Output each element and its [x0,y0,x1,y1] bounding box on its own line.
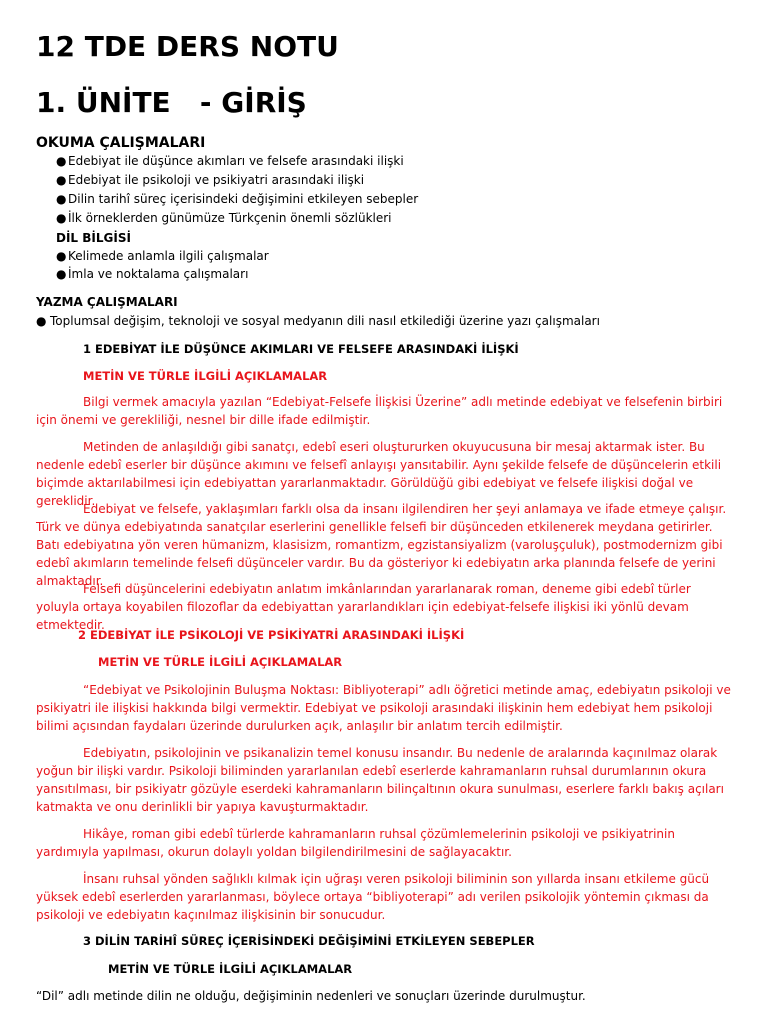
paragraph: Edebiyat ve felsefe, yaklaşımları farklı olsa da insanı ilgilendiren her şeyi anlamaya ve ifade etmeye çalışır. Türk ve dünya edebiyatında sanatçılar eserlerini genellikle felsefi bir düşünceden etkilenerek meydana getirirler. Batı edebiyatına yön veren hümanizm, klasisizm, romantizm, egzistansiyalizm (varoluşçuluk), postmodernizm gibi edebî akımların temelinde felsefi düşünceler vardır. Bu da gösteriyor ki edebiyatın arka planında felsefe de yerini almaktadır. [36,502,727,588]
paragraph: Metinden de anlaşıldığı gibi sanatçı, edebî eseri oluştururken okuyucusuna bir mesaj aktarmak ister. Bu nedenle edebî eserler bir düşünce akımını ve felsefî anlayışı yansıtabilir. Aynı şekilde felsefe de düşüncelerin etkili biçimde aktarılabilmesi için edebiyattan yararlanmaktadır. Görüldüğü gibi edebiyat ve felsefe ilişkisi doğal ve gereklidir. [36,440,722,508]
section-title: 3 DİLİN TARİHÎ SÜREÇ İÇERİSİNDEKİ DEĞİŞİMİNİ ETKİLEYEN SEBEPLER [83,934,535,948]
bullet-icon: ● [56,192,67,206]
paragraph: Hikâye, roman gibi edebî türlerde kahramanların ruhsal çözümlemelerinin psikoloji ve psikiyatrinin yardımıyla yapılması, okurun dolaylı yoldan bilgilendirilmesini de sağlayacaktır. [36,827,675,859]
bullet-icon: ● [56,211,67,225]
yazma-heading: YAZMA ÇALIŞMALARI [36,295,178,309]
bullet-icon: ● [56,154,67,168]
list-item: ● Edebiyat ile düşünce akımları ve felsefe arasındaki ilişki [56,154,404,168]
bullet-icon: ● [56,173,67,187]
paragraph: İnsanı ruhsal yönden sağlıklı kılmak için uğraşı veren psikoloji biliminin son yıllarda insanı etkileme gücü yüksek edebî eserlerden yararlanması, böylece ortaya “bibliyoterapi” adı verilen psikolojik yöntemin çıkması da psikoloji ve edebiyatın kaçınılmaz ilişkisinin bir sonucudur. [36,872,710,922]
list-item: ● İmla ve noktalama çalışmaları [56,267,249,281]
list-item: ● İlk örneklerden günümüze Türkçenin önemli sözlükleri [56,211,392,225]
paragraph: Felsefi düşüncelerini edebiyatın anlatım imkânlarından yararlanarak roman, deneme gibi edebî türler yoluyla ortaya koyabilen filozoflar da edebiyattan yararlandıkları için edebiyat-felsefe ilişkisi iki yönlü devam etmektedir. [36,582,691,632]
bullet-icon: ● [36,314,47,328]
paragraph: Edebiyatın, psikolojinin ve psikanalizin temel konusu insandır. Bu nedenle de aralarında kaçınılmaz olarak yoğun bir ilişki vardır. Psikoloji biliminden yararlanılan edebî eserlerde kahramanların ruhsal durumlarının okura yansıtılması, bir psikiyatr gözüyle eserdeki kahramanların bilinçaltının okura sunulması, eserlere farklı bakış açıları katmakta ve onu derinlikli bir yapıya kavuşturmaktadır. [36,746,724,814]
section-title: 1 EDEBİYAT İLE DÜŞÜNCE AKIMLARI VE FELSEFE ARASINDAKİ İLİŞKİ [83,342,519,356]
bullet-icon: ● [56,249,67,263]
okuma-heading: OKUMA ÇALIŞMALARI [36,135,206,151]
list-item: ● Edebiyat ile psikoloji ve psikiyatri arasındaki ilişki [56,173,365,187]
section-subtitle: METİN VE TÜRLE İLGİLİ AÇIKLAMALAR [98,655,343,669]
list-item: ● Kelimede anlamla ilgili çalışmalar [56,249,269,263]
unit-title: 1. ÜNİTE - GİRİŞ [36,86,307,119]
section-title: 2 EDEBİYAT İLE PSİKOLOJİ VE PSİKİYATRİ ARASINDAKİ İLİŞKİ [78,628,465,642]
list-item: ● Toplumsal değişim, teknoloji ve sosyal medyanın dili nasıl etkilediği üzerine yazı çalışmaları [36,314,600,328]
dil-bilgisi-heading: DİL BİLGİSİ [56,231,131,245]
paragraph: “Dil” adlı metinde dilin ne olduğu, değişiminin nedenleri ve sonuçları üzerinde durulmuştur. [36,989,586,1003]
bullet-icon: ● [56,267,67,281]
paragraph: “Edebiyat ve Psikolojinin Buluşma Noktası: Bibliyoterapi” adlı öğretici metinde amaç, edebiyatın psikoloji ve psikiyatri ile ilişkisi hakkında bilgi vermektir. Edebiyat ve psikoloji arasındaki ilişkinin hem edebiyat hem psikoloji bilimi açısından faydaları üzerinde durulurken açık, anlaşılır bir anlatım tercih edilmiştir. [36,683,731,733]
section-subtitle: METİN VE TÜRLE İLGİLİ AÇIKLAMALAR [108,962,353,976]
page-title: 12 TDE DERS NOTU [36,30,339,63]
paragraph: Bilgi vermek amacıyla yazılan “Edebiyat-Felsefe İlişkisi Üzerine” adlı metinde edebiyat ve felsefenin birbiri için önemi ve gerekliliği, nesnel bir dille ifade edilmiştir. [36,395,723,427]
section-subtitle: METİN VE TÜRLE İLGİLİ AÇIKLAMALAR [83,369,328,383]
list-item: ● Dilin tarihî süreç içerisindeki değişimini etkileyen sebepler [56,192,419,206]
